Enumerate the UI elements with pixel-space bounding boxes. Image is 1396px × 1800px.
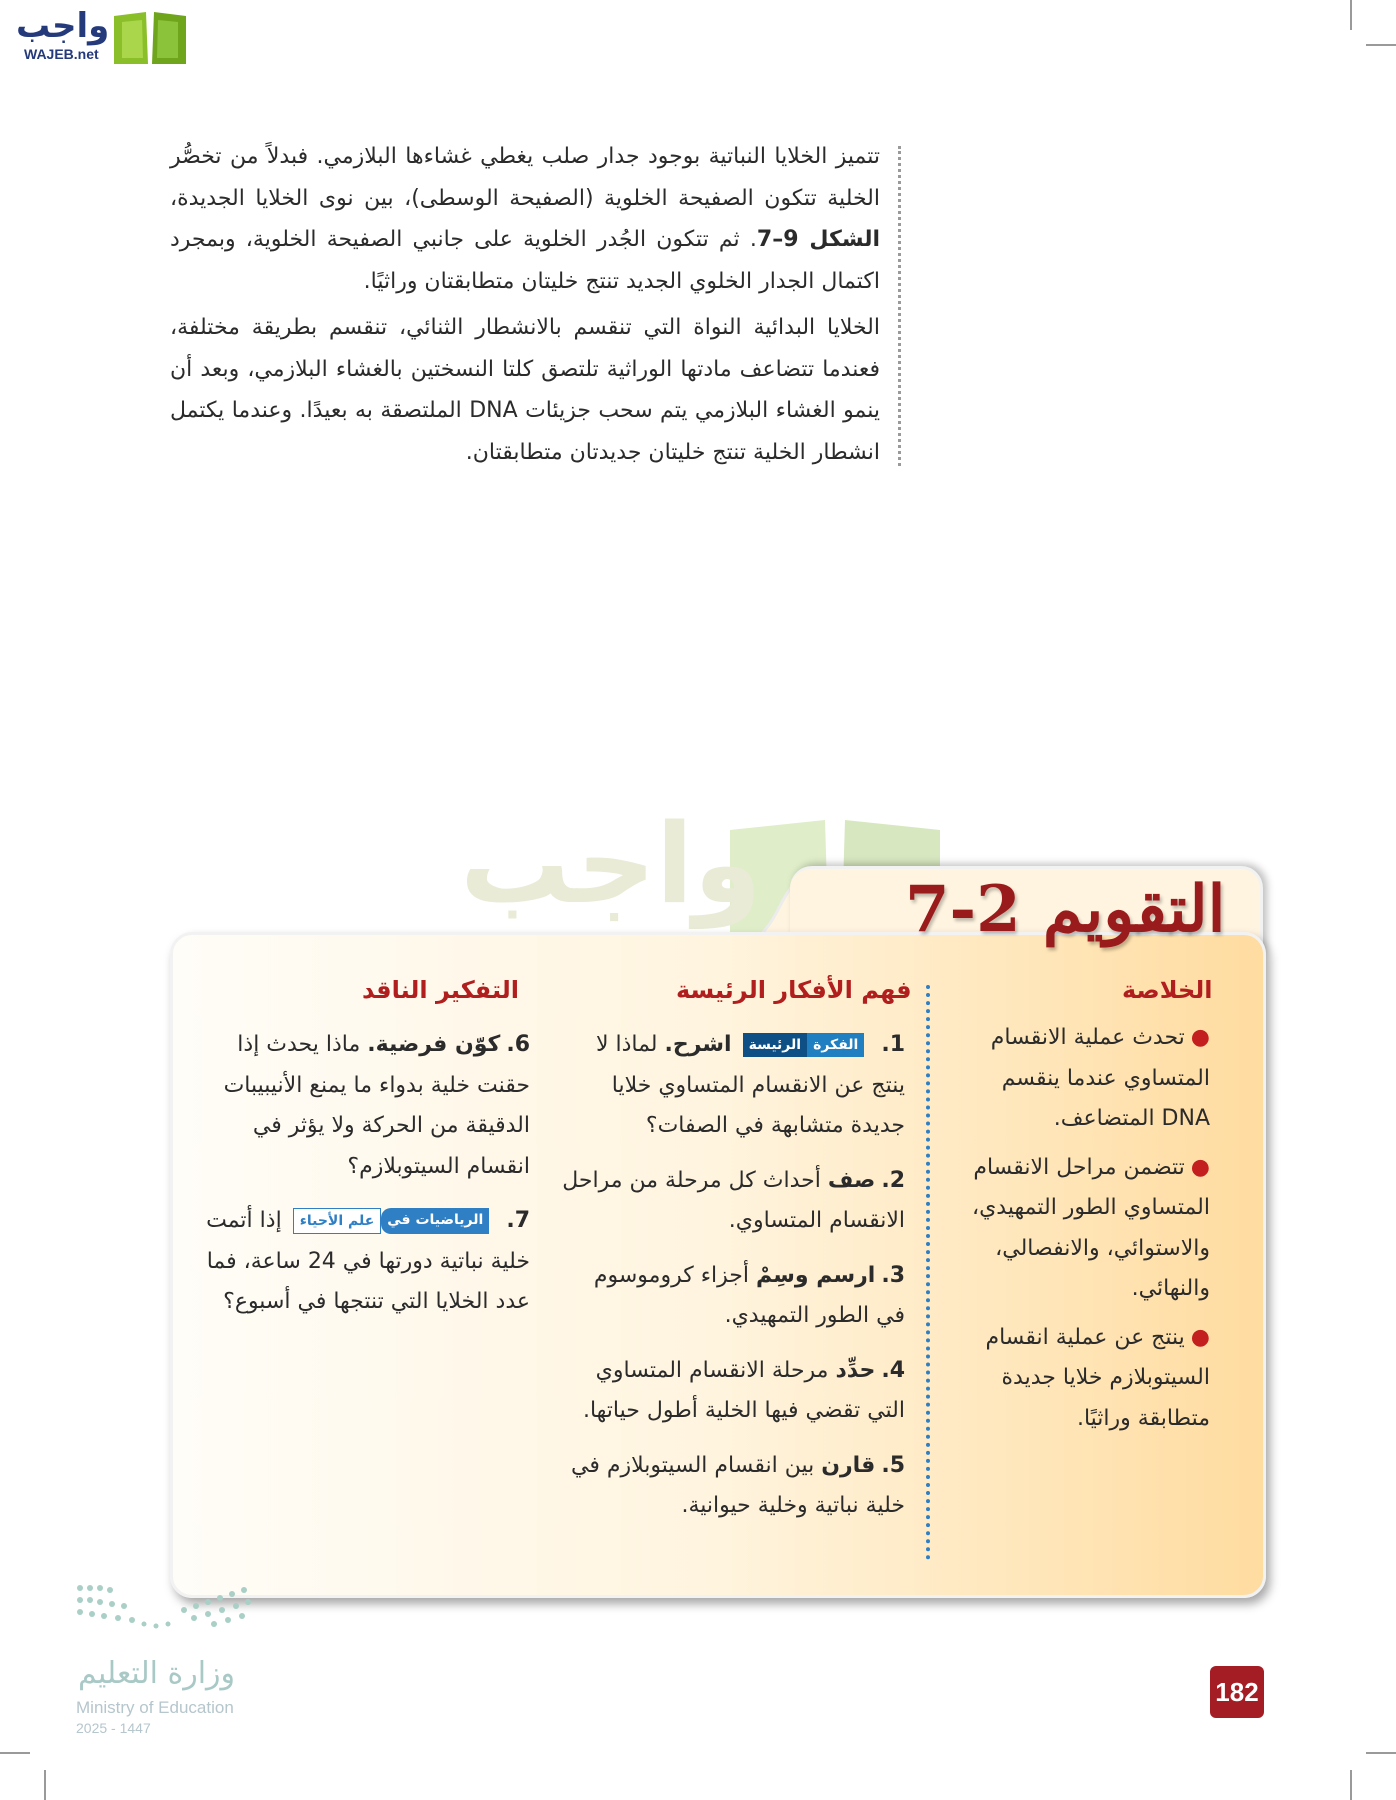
question-verb: ارسم وسِمْ: [756, 1262, 876, 1288]
wajeb-logo[interactable]: [10, 6, 190, 68]
crop-mark: [0, 1752, 30, 1754]
summary-bullet-text: ينتج عن عملية انقسام السيتوبلازم خلايا جديدة متطابقة وراثيًا.: [985, 1324, 1210, 1431]
book-icon: [110, 8, 190, 68]
logo-english-text: WAJEB.net: [24, 46, 99, 62]
question-text: بين انقسام السيتوبلازم في خلية نباتية وخلية حيوانية.: [570, 1452, 905, 1518]
question-text: أجزاء كروموسوم في الطور التمهيدي.: [593, 1262, 905, 1328]
bullet-dot-icon: ●: [1190, 1025, 1210, 1050]
ministry-dots-icon: [74, 1580, 254, 1650]
badge-part: الرئيسة: [743, 1033, 807, 1057]
question-number: 6.: [506, 1032, 530, 1057]
paragraph-prokaryotes: الخلايا البدائية النواة التي تنقسم بالانشطار الثنائي، تنقسم بطريقة مختلفة، فعندما تتضاعف مادتها الوراثية تلتصق كلتا النسختين بالغشاء البلازمي، وبعد أن ينمو الغشاء البلازمي يتم سحب جزيئات DNA الملتصقة به بعيدًا. وعندما يكتمل انشطار الخلية تنتج خليتان جديدتان متطابقتان.: [170, 315, 880, 465]
question-7: [184, 1201, 530, 1323]
badge-part: الرياضيات في: [381, 1208, 489, 1234]
question-text: إذا أتمت خلية نباتية دورتها في 24 ساعة، فما عدد الخلايا التي تنتجها في أسبوع؟: [206, 1208, 530, 1314]
bullet-dot-icon: ●: [1190, 1324, 1210, 1350]
question-6: [184, 1025, 530, 1187]
summary-bullet: [955, 1318, 1210, 1440]
question-1: [560, 1025, 905, 1147]
question-2: [560, 1161, 905, 1242]
paragraph-plant-cells: [170, 136, 880, 302]
summary-bullet-text: تتضمن مراحل الانقسام المتساوي الطور التمهيدي، والاستوائي، والانفصالي، والنهائي.: [971, 1154, 1210, 1301]
summary-column: [955, 1018, 1210, 1447]
page-number: 182: [1210, 1666, 1264, 1718]
column-divider: [926, 985, 930, 1560]
badge-part: الفكرة: [807, 1033, 864, 1057]
question-number: 3.: [881, 1262, 905, 1288]
ministry-english: Ministry of Education: [76, 1698, 234, 1717]
question-text: أحداث كل مرحلة من مراحل الانقسام المتساوي.: [562, 1167, 905, 1233]
ministry-logo: [74, 1580, 264, 1736]
crop-mark: [1366, 44, 1396, 46]
margin-dotted-line: [898, 146, 901, 466]
upper-text-block: [170, 136, 880, 478]
paragraph-text: تتميز الخلايا النباتية بوجود جدار صلب يغطي غشاءها البلازمي. فبدلاً من تخصُّر الخلية تتكون الصفيحة الخلوية (الصفيحة الوسطى)، بين نوى الخلايا الجديدة،: [170, 144, 880, 211]
main-ideas-column: [560, 1025, 905, 1541]
ministry-arabic: وزارة التعليم: [78, 1656, 236, 1691]
math-in-biology-badge: [293, 1208, 490, 1234]
question-3: [560, 1256, 905, 1337]
question-verb: حدِّد: [835, 1357, 876, 1383]
question-verb: قارن: [821, 1452, 876, 1478]
crop-mark: [44, 1770, 46, 1800]
ministry-year: 2025 - 1447: [76, 1720, 151, 1736]
bullet-dot-icon: ●: [1190, 1154, 1210, 1180]
badge-part: علم الأحياء: [293, 1208, 382, 1234]
question-text: ماذا يحدث إذا حقنت خلية بدواء ما يمنع الأنيبيبات الدقيقة من الحركة ولا يؤثر في انقسام السيتوبلازم؟: [223, 1032, 530, 1179]
crop-mark: [1350, 1770, 1352, 1800]
question-number: 4.: [881, 1357, 905, 1383]
assessment-title: التقويم 2-7: [905, 872, 1226, 947]
summary-bullet: [955, 1148, 1210, 1310]
main-ideas-heading: فهم الأفكار الرئيسة: [676, 976, 912, 1004]
question-number: 7.: [506, 1208, 530, 1233]
question-number: 5.: [881, 1452, 905, 1478]
question-5: [560, 1446, 905, 1527]
question-4: [560, 1351, 905, 1432]
paragraph-text: . ثم تتكون الجُدر الخلوية على جانبي الصفيحة الخلوية، وبمجرد اكتمال الجدار الخلوي الجديد تنتج خليتان متطابقتان وراثيًا.: [170, 227, 880, 294]
figure-reference: الشكل 9–7: [756, 227, 881, 252]
critical-thinking-heading: التفكير الناقد: [362, 976, 519, 1004]
question-text: مرحلة الانقسام المتساوي التي تقضي فيها الخلية أطول حياتها.: [582, 1357, 905, 1423]
question-number: 2.: [881, 1167, 905, 1193]
question-text: لماذا لا ينتج عن الانقسام المتساوي خلايا جديدة متشابهة في الصفات؟: [595, 1032, 905, 1138]
main-idea-badge: [743, 1033, 865, 1057]
crop-mark: [1350, 0, 1352, 30]
crop-mark: [1366, 1752, 1396, 1754]
watermark-arabic: واجب: [460, 800, 762, 928]
summary-bullet-text: تحدث عملية الانقسام المتساوي عندما ينقسم DNA المتضاعف.: [990, 1025, 1210, 1131]
summary-heading: الخلاصة: [1122, 976, 1213, 1004]
question-number: 1.: [881, 1032, 905, 1057]
question-verb: صف: [827, 1167, 876, 1193]
summary-bullet: [955, 1018, 1210, 1140]
question-verb: كوّن فرضية.: [367, 1032, 501, 1057]
question-verb: اشرح.: [664, 1032, 732, 1057]
critical-thinking-column: [184, 1025, 530, 1337]
logo-arabic-text: واجب: [16, 6, 110, 46]
